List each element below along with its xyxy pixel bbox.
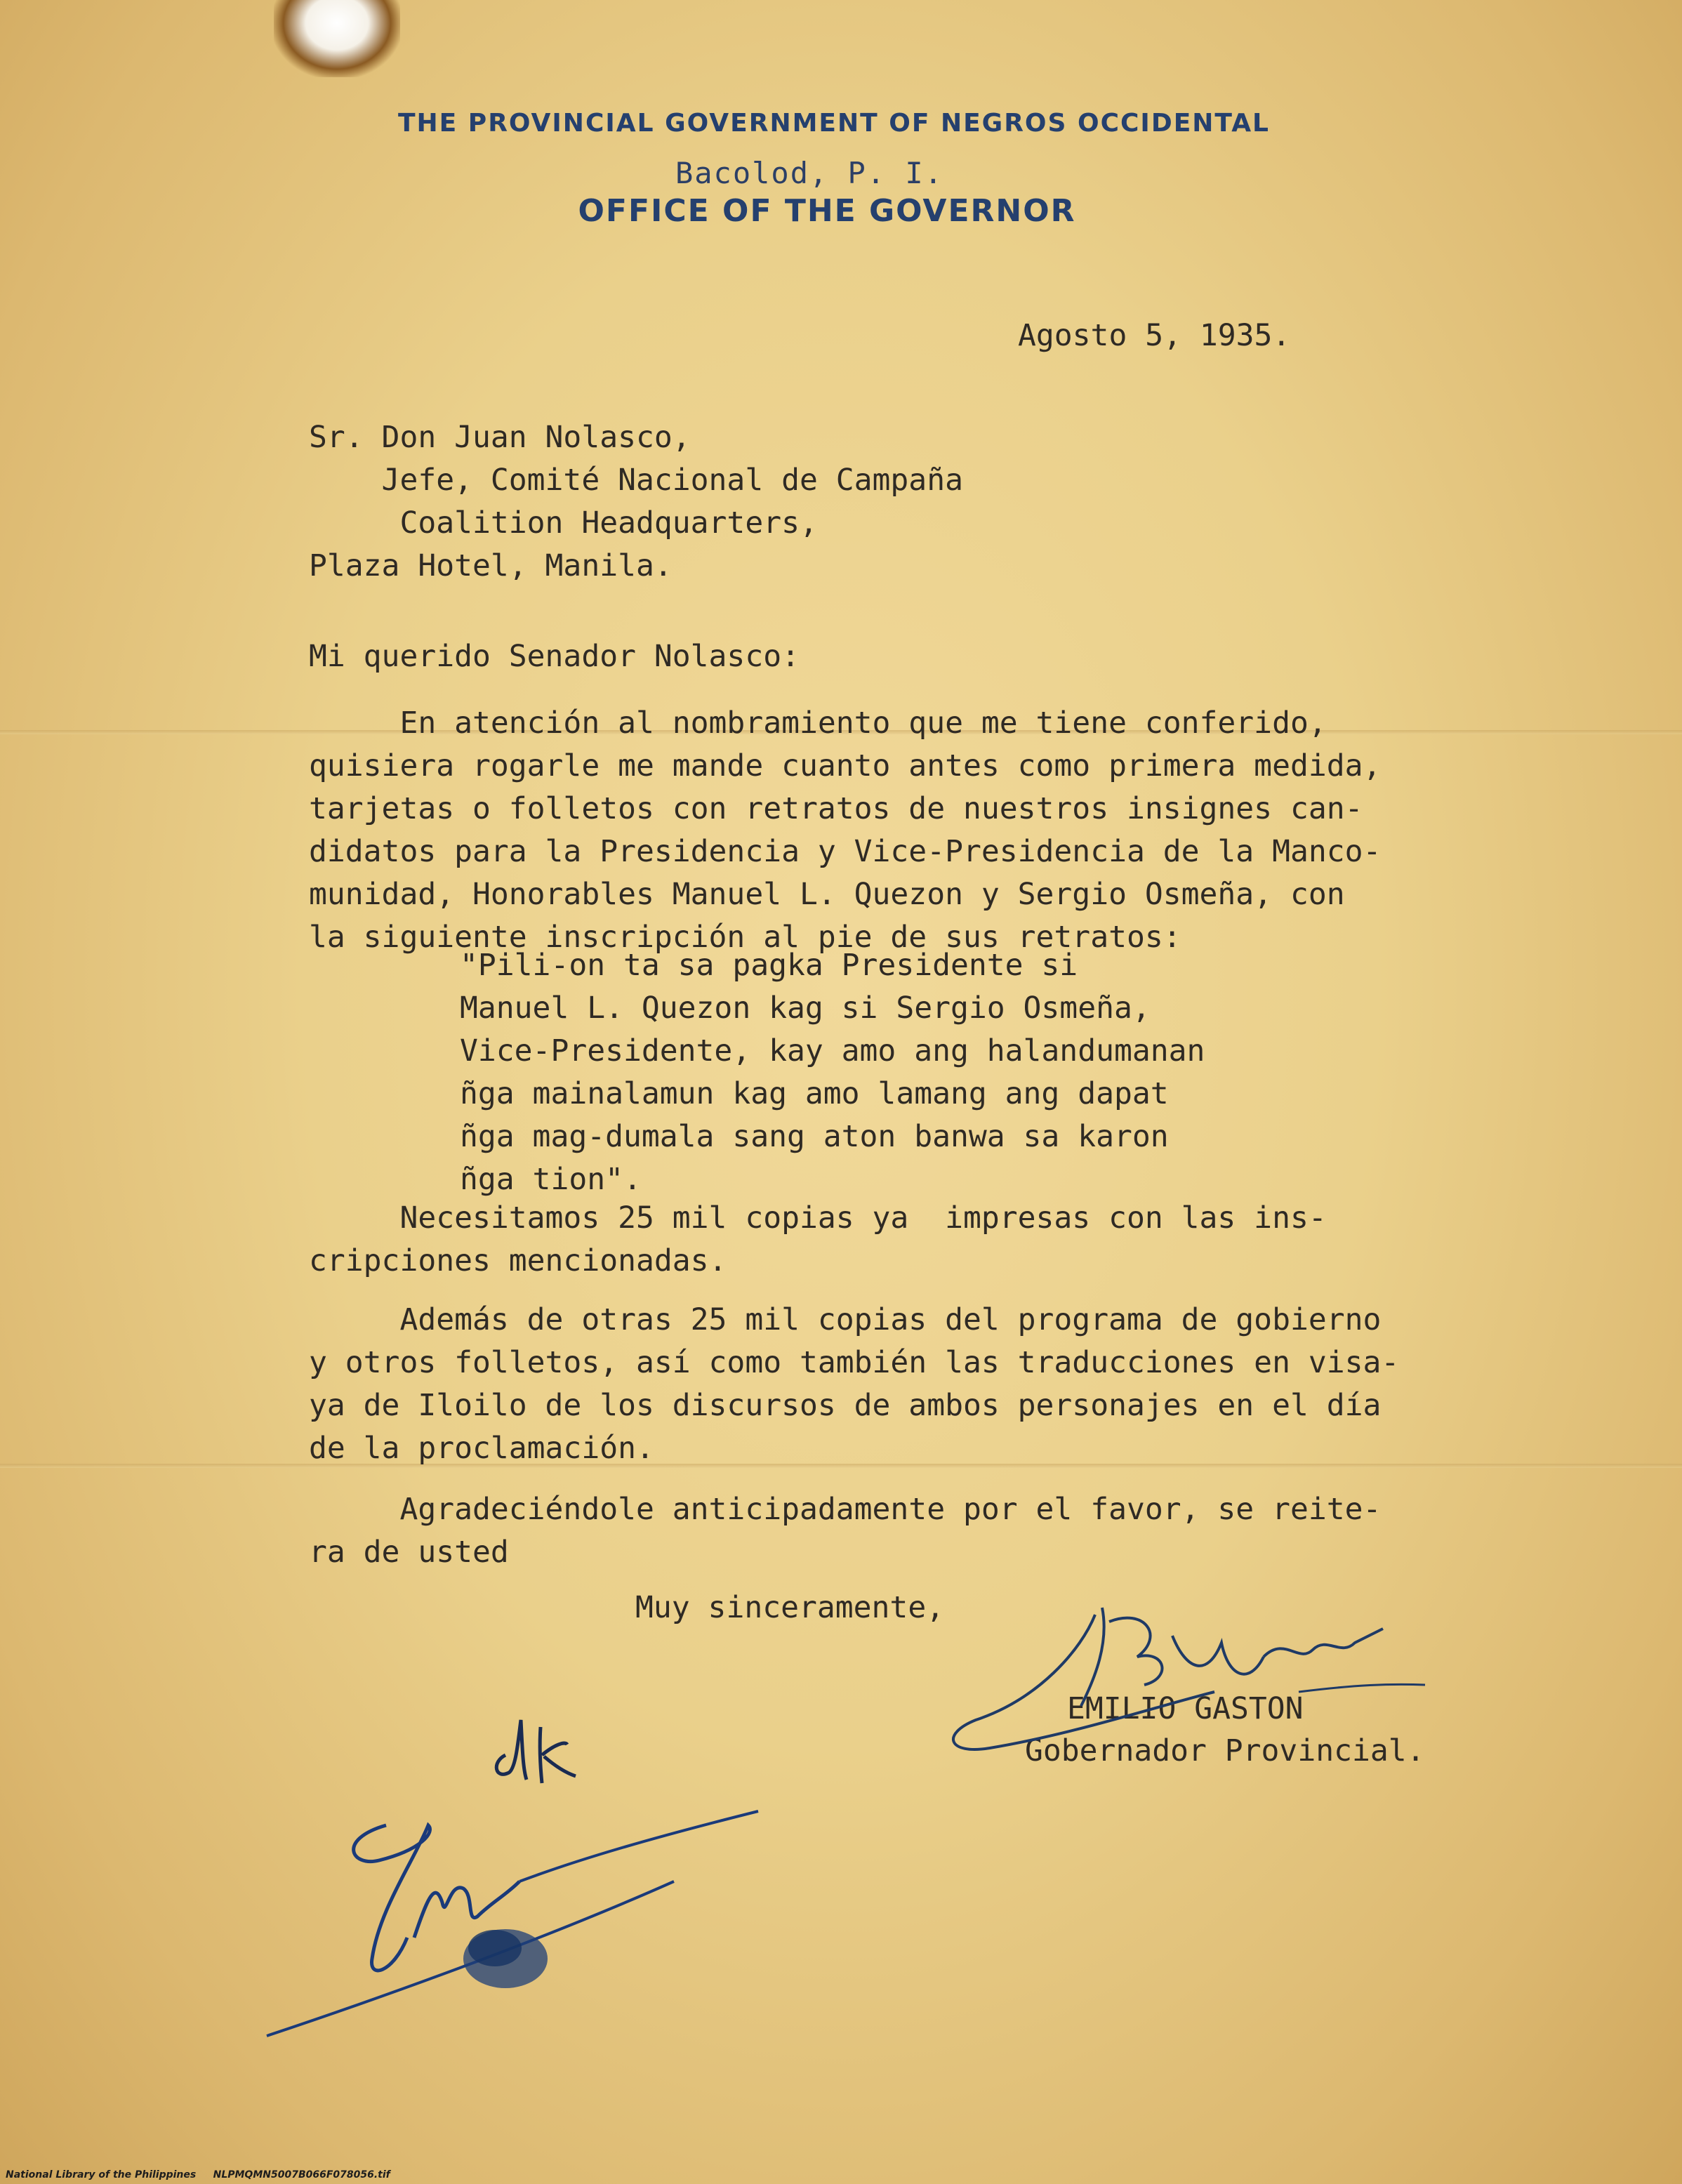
salutation: Mi querido Senador Nolasco: bbox=[309, 639, 800, 674]
body-paragraph-1: En atención al nombramiento que me tiene conferido, quisiera rogarle me mande cuanto antes como primera medida, tarjetas o folletos con retratos de nuestros insignes can- didatos para la Presidencia y Vice-Presidencia de la Manco- munidad, Honorables Manuel L. Quezon y Sergio Osmeña, con la siguiente inscripción al pie de sus retratos: bbox=[309, 706, 1382, 955]
handwritten-signature bbox=[253, 1797, 786, 2050]
governor-signature bbox=[934, 1594, 1439, 1776]
initials-mark bbox=[484, 1713, 597, 1790]
letter-date: Agosto 5, 1935. bbox=[1018, 318, 1291, 353]
letterhead-office: OFFICE OF THE GOVERNOR bbox=[578, 193, 1076, 229]
body-paragraph-4: Agradeciéndole anticipadamente por el favor, se reite- ra de usted bbox=[309, 1492, 1382, 1570]
recipient-address bbox=[309, 416, 963, 588]
burn-hole bbox=[274, 0, 400, 77]
signer-name: EMILIO GASTON bbox=[1067, 1691, 1304, 1726]
recipient-line: Plaza Hotel, Manila. bbox=[309, 548, 673, 583]
body-paragraph-3: Además de otras 25 mil copias del programa de gobierno y otros folletos, así como también las traducciones en visa- ya de Iloilo de los discursos de ambos personajes en el día de la proclamación. bbox=[309, 1302, 1400, 1466]
recipient-line: Jefe, Comité Nacional de Campaña bbox=[309, 463, 963, 498]
signer-title: Gobernador Provincial. bbox=[1025, 1733, 1425, 1768]
closing: Muy sinceramente, bbox=[635, 1590, 945, 1625]
quoted-inscription: "Pili-on ta sa pagka Presidente si Manuel L. Quezon kag si Sergio Osmeña, Vice-Presidente, kay amo ang halandumanan ñga mainalamun kag amo lamang ang dapat ñga mag-dumala sang aton banwa sa karon ñga tion". bbox=[460, 948, 1205, 1197]
recipient-line: Coalition Headquarters, bbox=[309, 505, 818, 541]
body-paragraph-2: Necesitamos 25 mil copias ya impresas con las ins- cripciones mencionadas. bbox=[309, 1200, 1327, 1278]
letterhead-city: Bacolod, P. I. bbox=[675, 156, 943, 190]
letterhead-government: THE PROVINCIAL GOVERNMENT OF NEGROS OCCIDENTAL bbox=[398, 109, 1270, 138]
archive-footer: National Library of the Philippines NLPMQMN5007B066F078056.tif bbox=[6, 2169, 390, 2180]
recipient-line: Sr. Don Juan Nolasco, bbox=[309, 420, 691, 455]
